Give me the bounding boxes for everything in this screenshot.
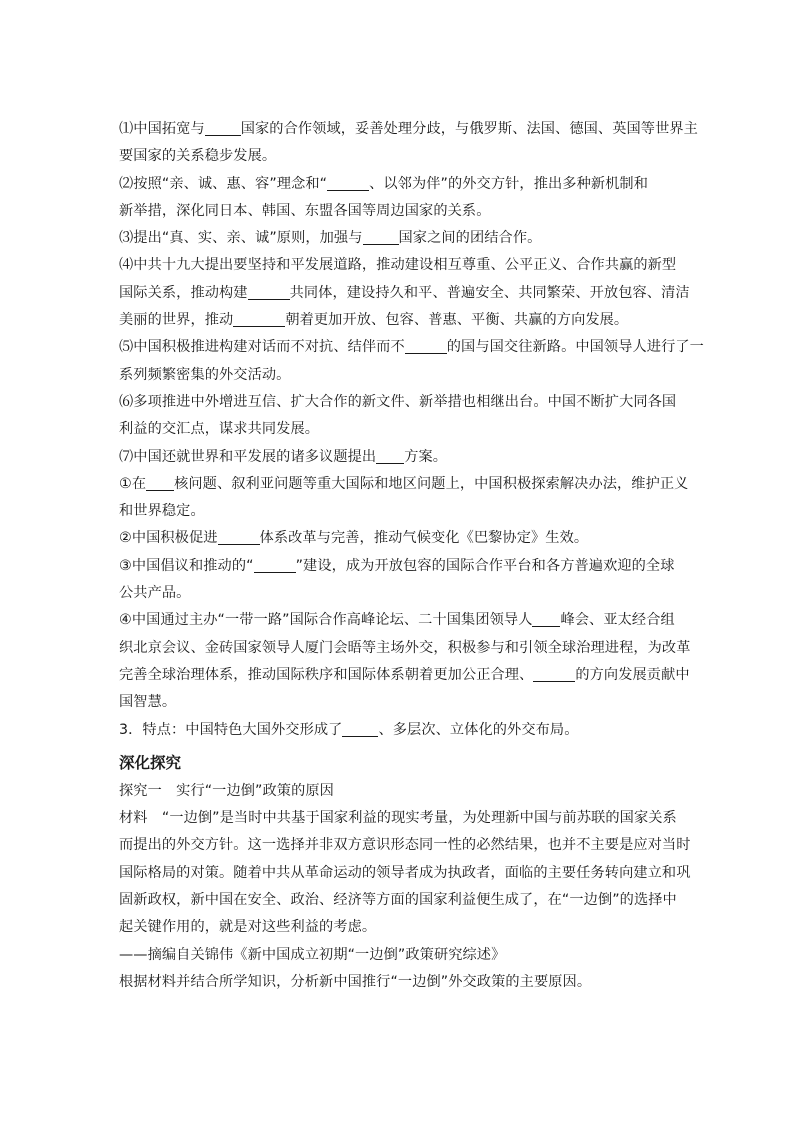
text: 国家之间的团结合作。 [398, 230, 542, 247]
text: ⑵按照“亲、诚、惠、容”理念和“ [119, 175, 328, 192]
text: ⑸中国积极推进构建对话而不对抗、结伴而不 [119, 339, 405, 356]
item-11-line-2: 织北京会议、金砖国家领导人厦门会晤等主场外交，积极参与和引领全球治理进程，为改革 [119, 639, 691, 656]
text: 、以邻为伴”的外交方针，推出多种新机制和 [369, 175, 649, 192]
text: ①在 [119, 475, 147, 492]
item-1-line-2: 要国家的关系稳步发展。 [119, 148, 277, 165]
text: ④中国通过主办“一带一路”国际合作高峰论坛、二十国集团领导人 [119, 612, 533, 629]
item-6-line-1: ⑹多项推进中外增进互信、扩大合作的新文件、新举措也相继出台。中国不断扩大同各国 [119, 393, 677, 410]
fill-blank [205, 120, 241, 136]
text: 的方向发展贡献中 [575, 666, 690, 683]
item-5-line-1 [119, 334, 704, 361]
item-6-line-2: 利益的交汇点，谋求共同发展。 [119, 421, 320, 438]
item-7-line-1 [119, 444, 698, 471]
text: ⑴中国拓宽与 [119, 121, 205, 137]
fill-blank [376, 448, 404, 464]
fill-blank [533, 666, 575, 682]
item-11-line-3 [119, 662, 698, 689]
text: 核问题、叙利亚问题等重大国际和地区问题上，中国积极探索解决办法，维护正义 [174, 475, 689, 492]
item-10-line-1 [119, 553, 698, 580]
fill-blank [327, 175, 369, 191]
item-11-line-1 [119, 607, 698, 634]
item-10-line-2: 公共产品。 [119, 585, 191, 602]
text: 3．特点：中国特色大国外交形成了 [119, 721, 343, 738]
section-title: 深化探究 [119, 753, 182, 772]
item-1-line-1 [119, 116, 698, 143]
item-11-line-4: 国智慧。 [119, 694, 177, 711]
material-line-3: 国际格局的对策。随着中共从革命运动的领导者成为执政者，面临的主要任务转向建立和巩 [119, 864, 691, 881]
item-12-line-1 [119, 717, 698, 744]
text: 国际关系，推动构建 [119, 284, 248, 301]
fill-blank [248, 284, 290, 300]
text: 体系改革与完善，推动气候变化《巴黎协定》生效。 [259, 530, 589, 547]
item-4-line-2 [119, 280, 698, 307]
item-4-line-3 [119, 307, 698, 334]
item-2-line-1 [119, 171, 698, 198]
explore-heading: 探究一 实行“一边倒”政策的原因 [119, 782, 334, 799]
material-line-2: 而提出的外交方针。这一选择并非双方意识形态同一性的必然结果，也并不主要是应对当时 [119, 837, 691, 854]
text: ⑶提出“真、实、亲、诚”原则，加强与 [119, 230, 363, 247]
text: 国家的合作领域，妥善处理分歧，与俄罗斯、法国、德国、英国等世界主 [240, 121, 698, 137]
material-line-5: 起关键作用的，就是对这些利益的考虑。 [119, 919, 377, 936]
text: 美丽的世界，推动 [119, 312, 234, 329]
text: 共同体，建设持久和平、普遍安全、共同繁荣、开放包容、清洁 [289, 284, 690, 301]
fill-blank [405, 338, 447, 354]
question-text: 根据材料并结合所学知识，分析新中国推行“一边倒”外交政策的主要原因。 [119, 973, 592, 990]
fill-blank [254, 557, 296, 573]
text: 峰会、亚太经合组 [560, 612, 675, 629]
text: ③中国倡议和推动的“ [119, 557, 254, 574]
fill-blank [218, 529, 260, 545]
fill-blank [532, 611, 560, 627]
item-2-line-2: 新举措，深化同日本、韩国、东盟各国等周边国家的关系。 [119, 202, 491, 219]
item-5-line-2: 系列频繁密集的外交活动。 [119, 366, 291, 383]
text: 方案。 [404, 448, 448, 465]
fill-blank [233, 311, 285, 327]
fill-blank [146, 475, 174, 491]
fill-blank [363, 229, 399, 245]
material-line-1: 材料 “一边倒”是当时中共基于国家利益的现实考量，为处理新中国与前苏联的国家关系 [119, 810, 677, 827]
item-8-line-1 [119, 471, 698, 498]
text: 的国与国交往新路。中国领导人进行了一 [446, 339, 704, 356]
text: 朝着更加开放、包容、普惠、平衡、共赢的方向发展。 [285, 312, 629, 329]
item-4-line-1: ⑷中共十九大提出要坚持和平发展道路，推动建设相互尊重、公平正义、合作共赢的新型 [119, 257, 677, 274]
item-3-line-1 [119, 225, 698, 252]
item-9-line-1 [119, 525, 698, 552]
material-line-4: 固新政权，新中国在安全、政治、经济等方面的国家利益便生成了，在“一边倒”的选择中 [119, 892, 677, 909]
text: 完善全球治理体系，推动国际秩序和国际体系朝着更加公正合理、 [119, 666, 534, 683]
text: ”建设，成为开放包容的国际合作平台和各方普遍欢迎的全球 [295, 557, 675, 574]
text: 、多层次、立体化的外交布局。 [378, 721, 579, 738]
text: ②中国积极促进 [119, 530, 218, 547]
item-8-line-2: 和世界稳定。 [119, 503, 205, 520]
fill-blank [342, 721, 378, 737]
source-citation: ——摘编自关锦伟《新中国成立初期“一边倒”政策研究综述》 [119, 946, 506, 963]
text: ⑺中国还就世界和平发展的诸多议题提出 [119, 448, 377, 465]
